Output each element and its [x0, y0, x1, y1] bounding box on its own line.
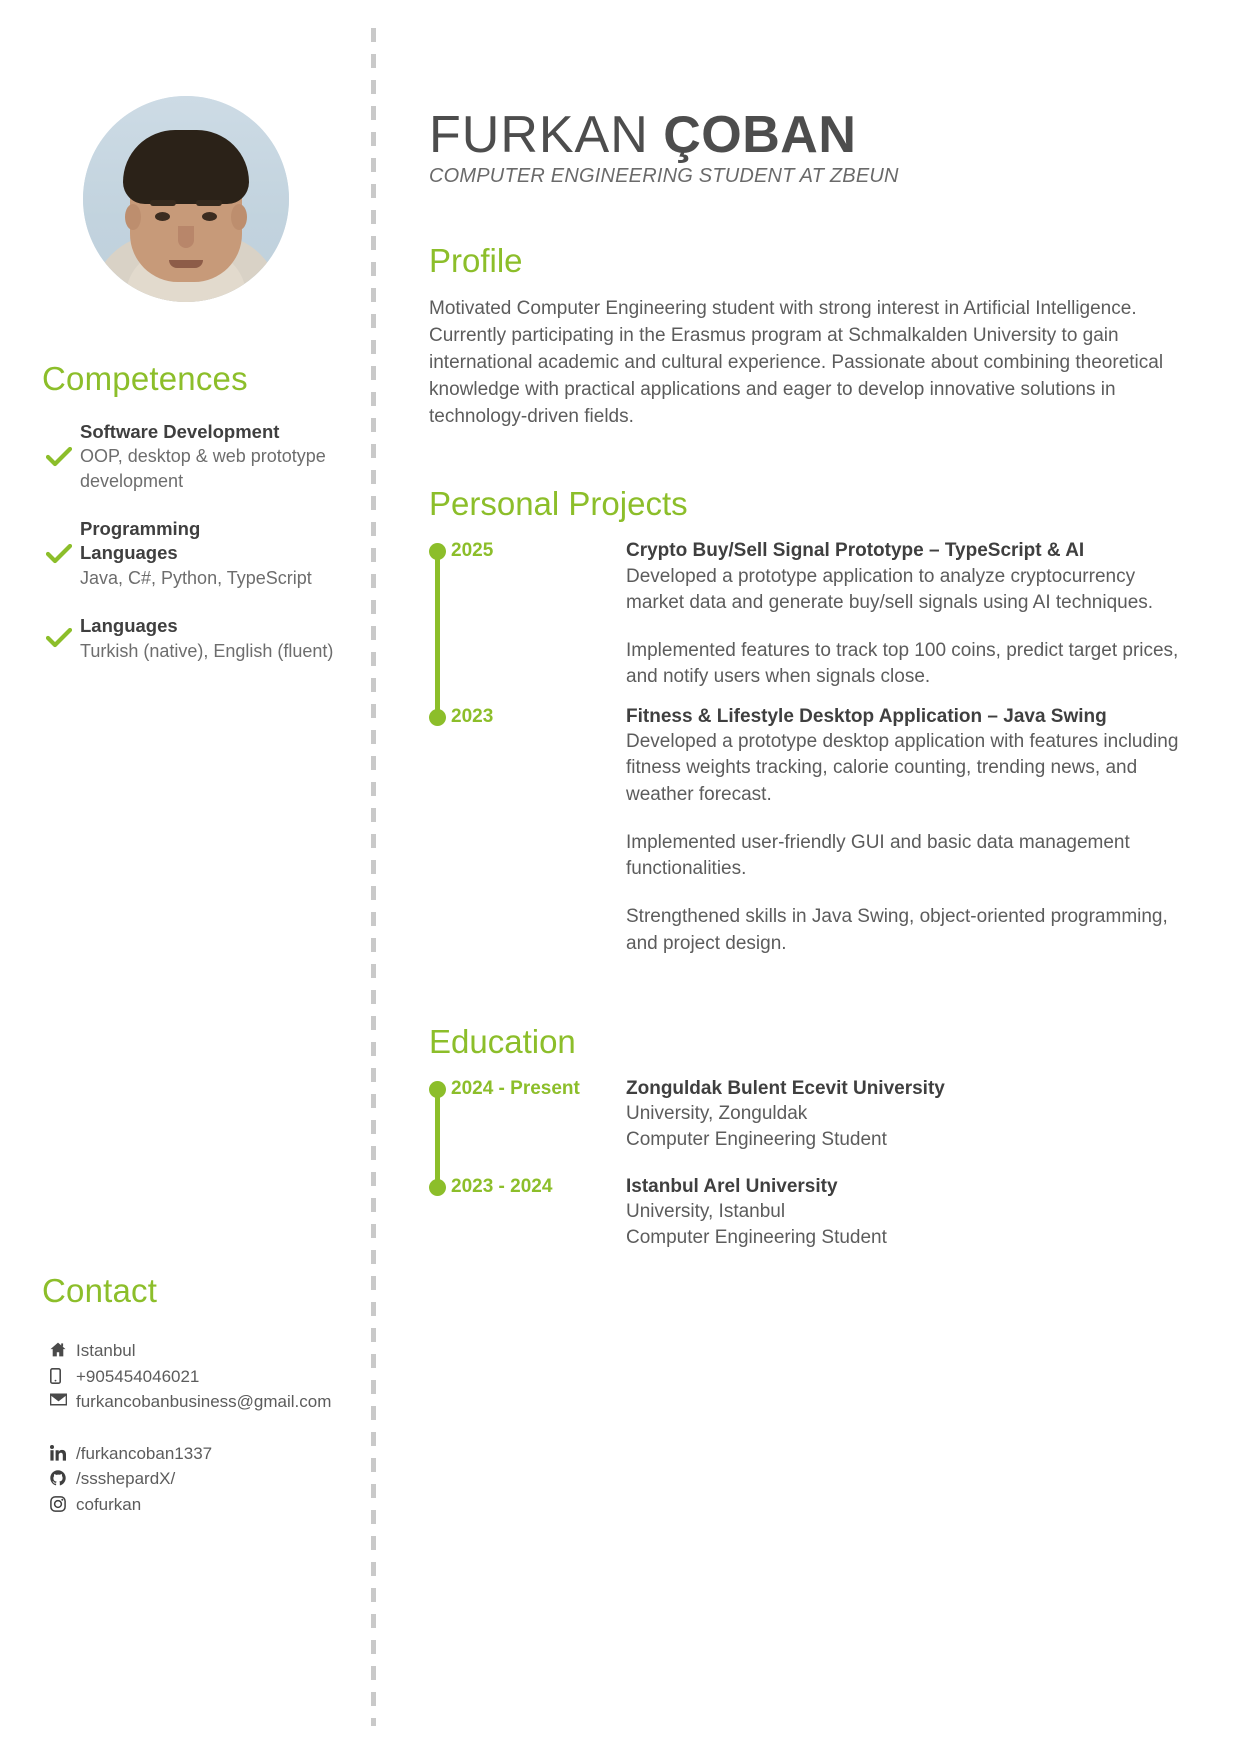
- education-location: University, Zonguldak: [626, 1103, 808, 1125]
- competence-item: [46, 420, 355, 493]
- column-divider: [371, 28, 376, 1726]
- project-paragraph: Implemented user-friendly GUI and basic data management functionalities.: [626, 831, 1130, 880]
- check-icon: [46, 544, 80, 564]
- contact-email: furkancobanbusiness@gmail.com: [76, 1392, 332, 1411]
- mobile-phone-icon: [50, 1364, 76, 1384]
- timeline-rail: [429, 539, 451, 705]
- competence-desc: Java, C#, Python, TypeScript: [80, 567, 312, 588]
- contact-instagram: cofurkan: [76, 1494, 142, 1514]
- competence-item: [46, 614, 355, 663]
- contact-github: /ssshepardX/: [76, 1469, 176, 1488]
- contact-row-location: [50, 1338, 360, 1364]
- timeline-dot: [429, 709, 446, 726]
- competence-title: Programming Languages: [80, 518, 201, 564]
- competence-body: [80, 420, 355, 493]
- education-program: Computer Engineering Student: [626, 1227, 887, 1249]
- profile-heading: Profile: [429, 242, 523, 280]
- education-date: 2024 - Present: [451, 1077, 580, 1099]
- education-entry: [429, 1077, 1182, 1175]
- competence-item: [46, 517, 355, 590]
- project-date: 2025: [451, 539, 494, 561]
- contact-row-github[interactable]: [50, 1466, 360, 1492]
- home-icon: [50, 1338, 76, 1357]
- contact-row-phone: [50, 1364, 360, 1390]
- education-institution: Zonguldak Bulent Ecevit University: [626, 1077, 945, 1099]
- project-title: Fitness & Lifestyle Desktop Application – Java Swing: [626, 705, 1107, 727]
- contact-row-email: [50, 1389, 360, 1415]
- contact-phone: +905454046021: [76, 1366, 200, 1386]
- avatar-hair: [123, 130, 249, 204]
- avatar-eye-right: [202, 212, 217, 221]
- contact-row-linkedin[interactable]: [50, 1441, 360, 1467]
- contact-linkedin: /furkancoban1337: [76, 1443, 213, 1463]
- education-date: 2023 - 2024: [451, 1175, 553, 1197]
- competence-body: [80, 517, 355, 590]
- education-content: [626, 1175, 1182, 1273]
- contact-location: Istanbul: [76, 1341, 136, 1360]
- competence-body: [80, 614, 355, 663]
- competences-list: [0, 420, 371, 663]
- project-paragraph: Implemented features to track top 100 coins, predict target prices, and notify users when signals close.: [626, 640, 1179, 688]
- project-paragraph: Developed a prototype application to analyze cryptocurrency market data and generate buy/sell signals using AI techniques.: [626, 565, 1154, 613]
- timeline-line: [435, 1087, 440, 1181]
- education-heading: Education: [429, 1022, 576, 1060]
- timeline-line: [435, 549, 440, 711]
- avatar-wrapper: [0, 96, 371, 302]
- instagram-icon: [50, 1492, 76, 1512]
- last-name: ÇOBAN: [663, 106, 857, 164]
- competence-desc: OOP, desktop & web prototype development: [80, 446, 326, 491]
- project-title: Crypto Buy/Sell Signal Prototype – TypeScript & AI: [626, 539, 1085, 561]
- social-list: [50, 1441, 360, 1518]
- avatar-nose: [178, 226, 194, 248]
- project-date: 2023: [451, 705, 494, 727]
- competence-title: Software Development: [80, 421, 280, 442]
- avatar: [83, 96, 289, 302]
- profile-text: Motivated Computer Engineering student with strong interest in Artificial Intelligence. Currently participating in the Erasmus program at Schmalkalden University to gain international academic and cultural experience. Passionate about combining theoretical knowledge with practical applications and eager to develop innovative solutions in technology-driven fields.: [429, 298, 1164, 427]
- project-entry: [429, 705, 1182, 971]
- timeline-rail: [429, 1175, 451, 1273]
- education-location: University, Istanbul: [626, 1201, 786, 1223]
- competence-desc: Turkish (native), English (fluent): [80, 640, 334, 661]
- timeline-rail: [429, 1077, 451, 1175]
- timeline-dot: [429, 543, 446, 560]
- project-paragraph: Strengthened skills in Java Swing, object-oriented programming, and project design.: [626, 906, 1168, 954]
- contact-row-instagram[interactable]: [50, 1492, 360, 1518]
- envelope-icon: [50, 1389, 76, 1406]
- project-content: [626, 705, 1182, 971]
- first-name: FURKAN: [429, 106, 649, 164]
- timeline-rail: [429, 705, 451, 971]
- education-program: Computer Engineering Student: [626, 1129, 887, 1151]
- avatar-brow-left: [150, 200, 176, 206]
- avatar-mouth: [169, 260, 203, 268]
- sidebar: [0, 0, 371, 1755]
- github-icon: [50, 1466, 76, 1486]
- timeline-dot: [429, 1179, 446, 1196]
- project-entry: [429, 539, 1182, 705]
- education-entry: [429, 1175, 1182, 1273]
- project-paragraph: Developed a prototype desktop application with features including fitness weights tracking, calorie counting, trending news, and weather forecast.: [626, 731, 1179, 805]
- page-title: [429, 108, 1182, 163]
- competence-title: Languages: [80, 615, 178, 637]
- avatar-ear-right: [231, 204, 247, 230]
- avatar-ear-left: [125, 204, 141, 230]
- avatar-eye-left: [155, 212, 170, 221]
- avatar-brow-right: [196, 200, 222, 206]
- projects-heading: Personal Projects: [429, 484, 688, 522]
- education-institution: Istanbul Arel University: [626, 1175, 838, 1197]
- main-column: [371, 0, 1240, 1755]
- contact-list: [50, 1338, 360, 1517]
- contact-heading: Contact: [42, 1272, 158, 1309]
- education-content: [626, 1077, 1182, 1175]
- project-content: [626, 539, 1182, 705]
- linkedin-icon: [50, 1441, 76, 1461]
- check-icon: [46, 447, 80, 467]
- job-subtitle: COMPUTER ENGINEERING STUDENT AT ZBEUN: [429, 165, 899, 188]
- competences-heading: Competences: [42, 360, 248, 397]
- check-icon: [46, 628, 80, 648]
- timeline-dot: [429, 1081, 446, 1098]
